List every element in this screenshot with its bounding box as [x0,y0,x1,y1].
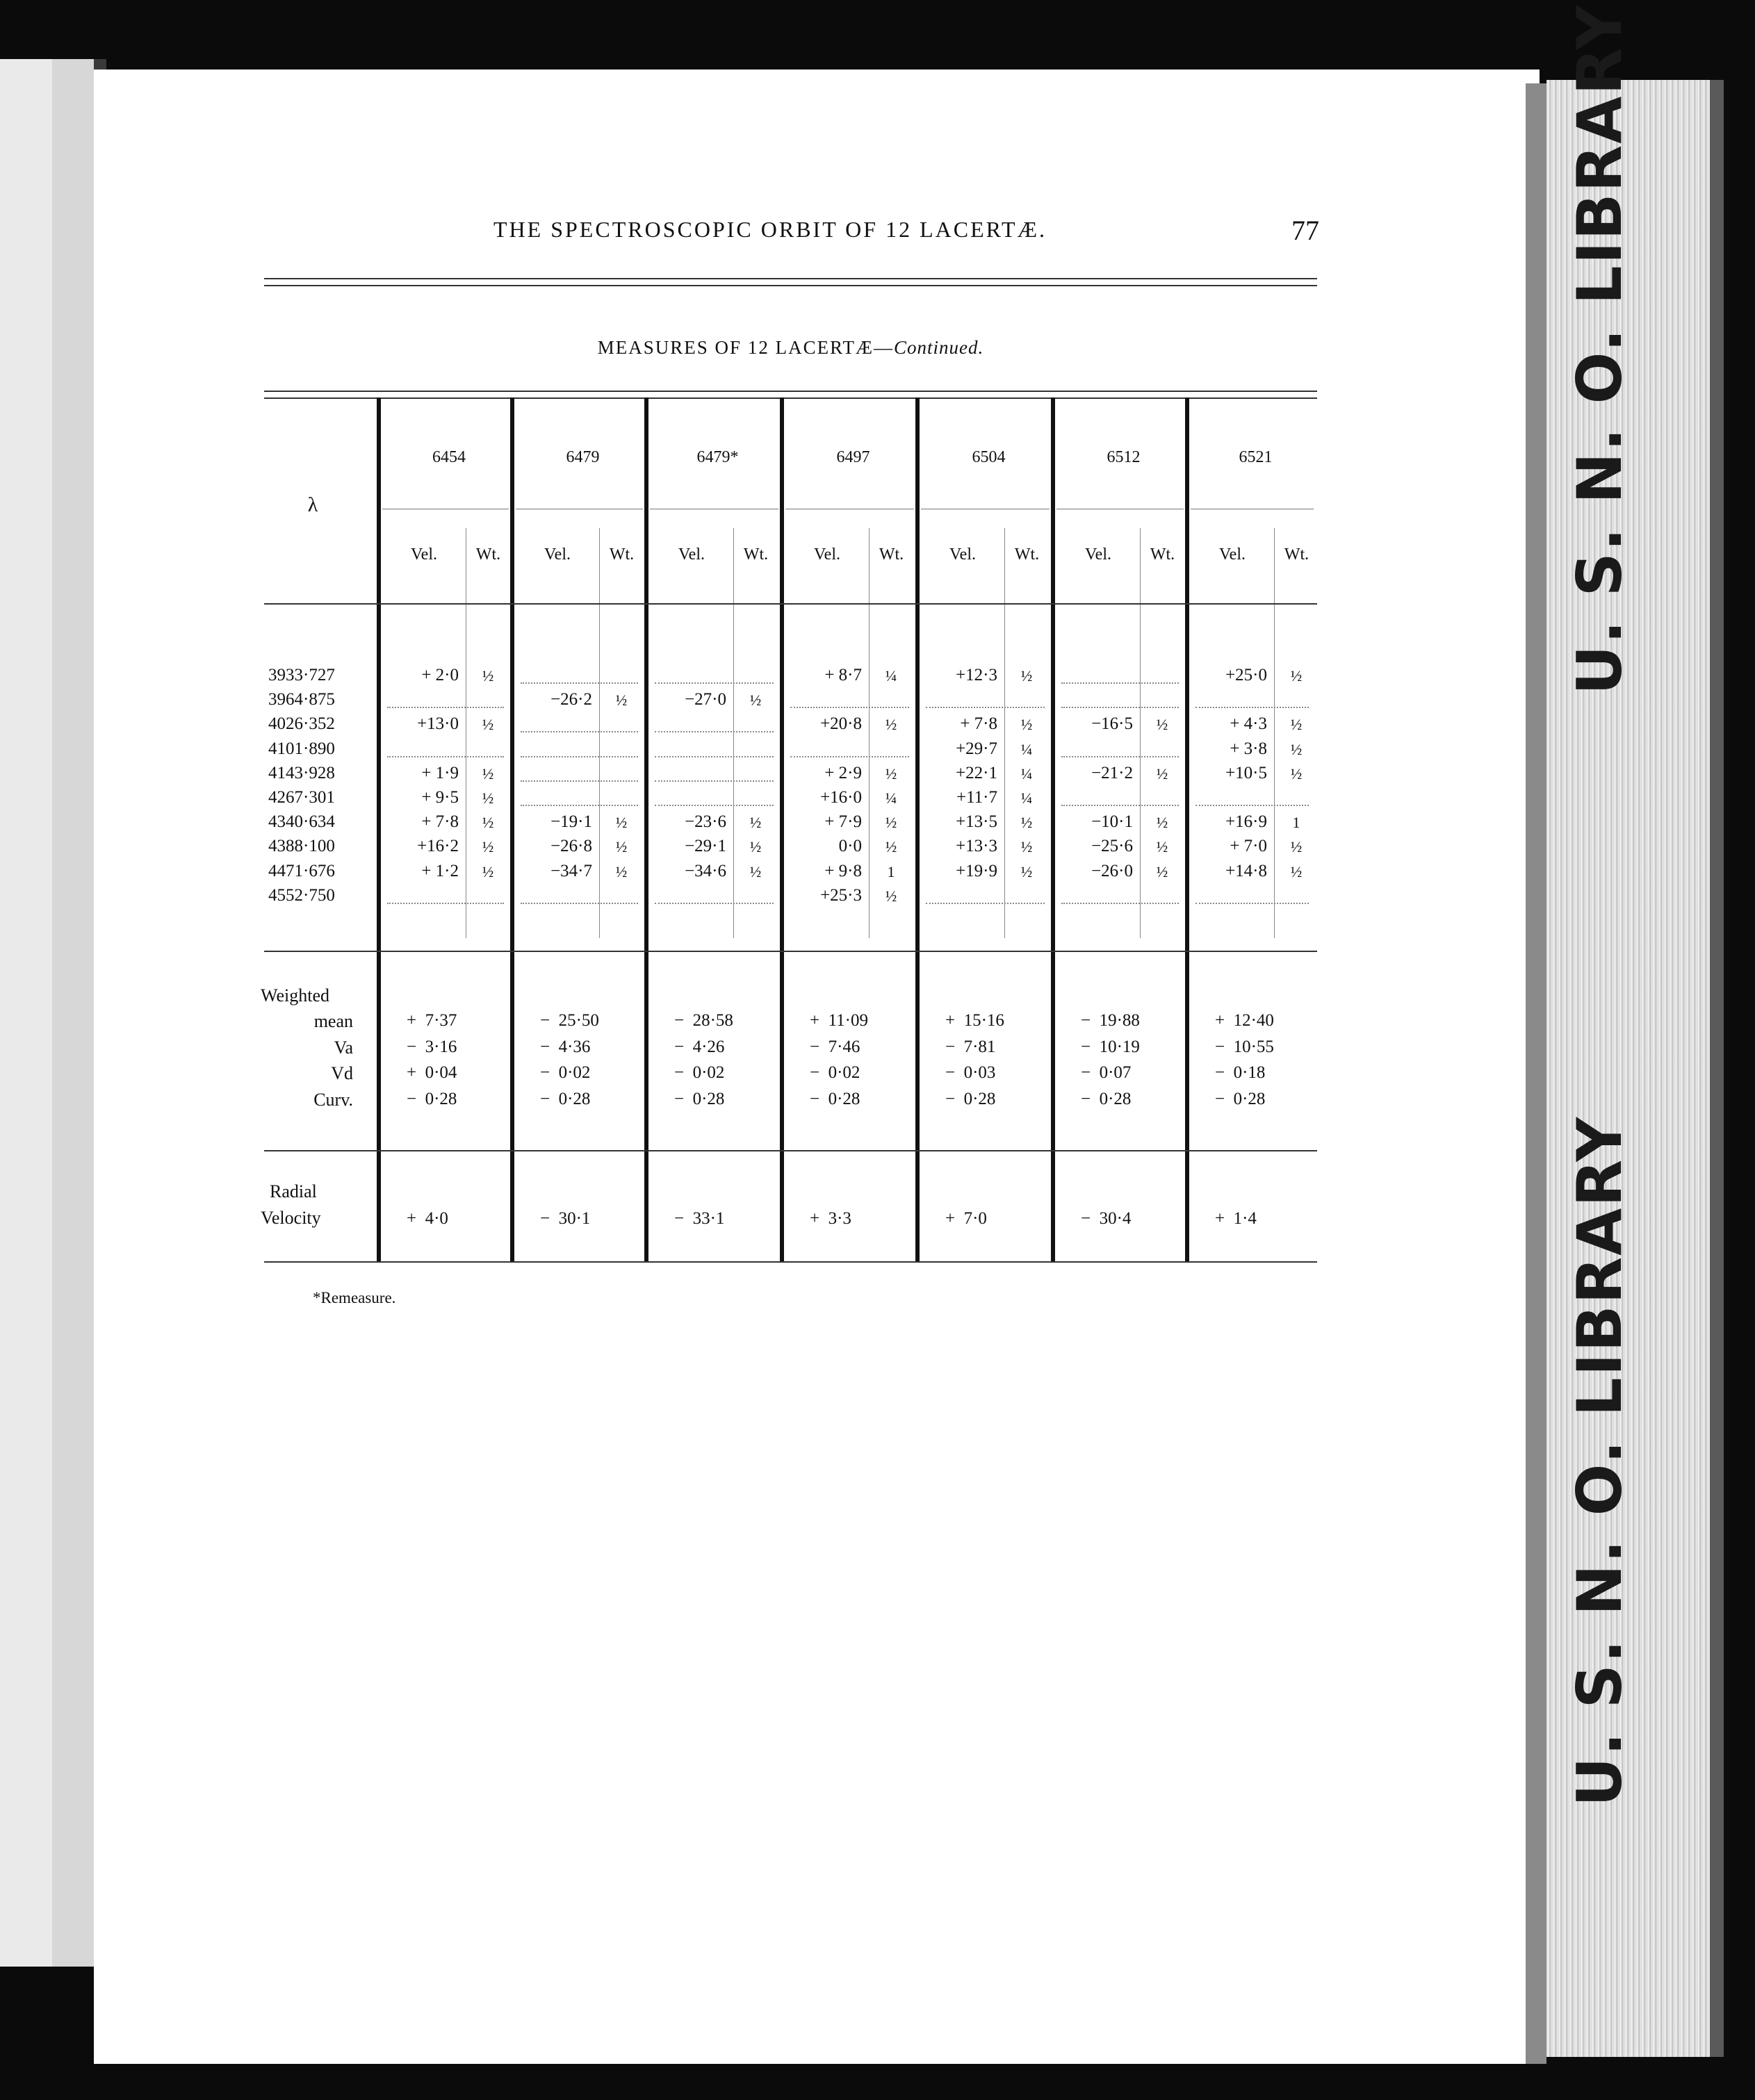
wt-header: Wt. [475,545,501,564]
va-value: − 7·46 [810,1037,860,1056]
vd-value: + 0·04 [407,1063,457,1082]
summary-label: Weighted [261,985,329,1006]
weight-value: ½ [1290,667,1303,684]
velocity-value: +16·9 [1225,812,1267,832]
velocity-value: +22·1 [956,763,997,782]
empty-dots [1061,903,1179,904]
running-title: THE SPECTROSCOPIC ORBIT OF 12 LACERTÆ. [493,217,1047,242]
weighted-mean-value: − 19·88 [1081,1011,1140,1030]
weight-value: ½ [1020,814,1033,832]
weight-value: ½ [1020,716,1033,734]
plate-number: 6479* [696,448,739,466]
empty-dots [655,682,774,684]
vel-header: Vel. [949,545,976,564]
header-rule [264,278,1317,279]
weight-value: ½ [885,838,897,856]
header-bottom-rule [264,603,1317,605]
empty-dots [655,731,774,732]
weight-value: ½ [615,838,628,856]
velocity-value: +19·9 [956,861,997,880]
velocity-value: + 4·3 [1230,714,1267,734]
curv-value: − 0·28 [407,1090,457,1108]
library-stamp: U. S. N. O. LIBRARY [1564,1115,1635,1807]
summary-label: mean [313,1011,353,1031]
velocity-value: + 2·9 [824,763,862,782]
weight-value: ½ [749,814,762,832]
lambda-header: λ [307,493,318,516]
vel-header: Vel. [1085,545,1111,564]
empty-dots [655,805,774,806]
radial-velocity-value: + 4·0 [407,1209,448,1228]
weight-value: ½ [1156,716,1168,734]
velocity-value: 0·0 [838,837,862,856]
empty-dots [1195,805,1309,806]
velocity-value: −23·6 [685,812,726,832]
wt-header: Wt. [1284,545,1309,564]
vd-value: − 0·02 [540,1063,591,1082]
summary-bottom-rule [264,1150,1317,1151]
empty-dots [790,756,909,757]
weight-value: ¼ [885,789,897,807]
radial-velocity-value: − 30·1 [540,1209,591,1228]
summary-label: Va [334,1037,353,1058]
radial-velocity-value: + 3·3 [810,1209,851,1228]
velocity-value: −34·7 [550,861,592,880]
velocity-value: +25·0 [1225,666,1267,684]
subcolumn-divider [1274,528,1275,938]
wavelength-label: 4471·676 [268,861,335,880]
column-divider [510,397,514,1261]
plate-number: 6504 [972,448,1006,466]
weight-value: ¼ [1020,764,1033,782]
velocity-value: +13·3 [956,837,997,856]
va-value: − 4·36 [540,1037,591,1056]
empty-dots [521,903,638,904]
page-number: 77 [1291,215,1319,246]
weight-value: 1 [1292,814,1300,832]
wavelength-label: 4340·634 [268,812,335,832]
radial-velocity-value: + 1·4 [1215,1209,1257,1228]
curv-value: − 0·28 [674,1090,725,1108]
empty-dots [926,903,1045,904]
empty-dots [655,903,774,904]
subcolumn-divider [869,528,870,938]
velocity-value: + 7·0 [1230,837,1267,856]
empty-dots [1061,756,1179,757]
velocity-value: −29·1 [685,837,726,856]
weighted-mean-value: + 12·40 [1215,1011,1274,1030]
weight-value: ¼ [885,667,897,684]
weight-value: ½ [615,814,628,832]
velocity-value: + 3·8 [1230,739,1267,758]
vd-value: − 0·07 [1081,1063,1132,1082]
adjacent-page [0,59,106,1967]
velocity-value: −26·0 [1091,861,1133,880]
weighted-mean-value: + 15·16 [945,1011,1004,1030]
wavelength-label: 4388·100 [268,837,335,856]
velocity-value: + 1·9 [421,763,459,782]
subcolumn-divider [1140,528,1141,938]
weight-value: ½ [482,716,494,734]
column-divider [644,397,648,1261]
wavelength-label: 4143·928 [268,763,335,782]
empty-dots [1061,682,1179,684]
velocity-value: −25·6 [1091,837,1133,856]
velocity-value: −16·5 [1091,714,1133,734]
empty-dots [521,731,638,732]
weight-value: ½ [1156,764,1168,782]
table-top-rule [264,391,1317,392]
velocity-value: +11·7 [956,788,997,807]
velocity-value: + 9·8 [824,861,862,880]
weight-value: ½ [1290,740,1303,758]
page-shadow [1526,83,1546,2064]
weighted-mean-value: + 7·37 [407,1011,457,1030]
vel-header: Vel. [678,545,705,564]
empty-dots [1061,805,1179,806]
weight-value: ½ [749,862,762,880]
weight-value: ½ [885,887,897,905]
empty-dots [926,707,1045,708]
header-rule [264,285,1317,286]
curv-value: − 0·28 [945,1090,996,1108]
empty-dots [1195,903,1309,904]
velocity-value: −21·2 [1091,763,1133,782]
column-divider [377,397,381,1261]
radial-velocity-value: − 30·4 [1081,1209,1132,1228]
velocity-value: +13·0 [417,714,459,734]
weight-value: ½ [749,691,762,709]
velocity-value: + 8·7 [824,666,862,684]
weight-value: ½ [1156,838,1168,856]
velocity-value: +13·5 [956,812,997,832]
empty-dots [521,756,638,757]
subcolumn-divider [599,528,600,938]
weight-value: ½ [1290,862,1303,880]
weight-value: ½ [1020,862,1033,880]
plate-number: 6454 [432,448,466,466]
curv-value: − 0·28 [810,1090,860,1108]
velocity-value: + 2·0 [421,666,459,684]
velocity-value: +12·3 [956,666,997,684]
empty-dots [387,903,504,904]
wavelength-label: 3964·875 [268,690,335,709]
empty-dots [521,780,638,782]
wavelength-label: 4552·750 [268,885,335,905]
radial-velocity-value: − 33·1 [674,1209,725,1228]
velocity-value: +16·0 [820,788,862,807]
radial-label: Radial [270,1181,317,1201]
empty-dots [387,756,504,757]
weight-value: ½ [482,667,494,684]
va-value: − 7·81 [945,1037,996,1056]
wt-header: Wt. [1150,545,1175,564]
table-title: MEASURES OF 12 LACERTÆ—Continued. [597,337,984,358]
velocity-value: +20·8 [820,714,862,734]
vel-header: Vel. [814,545,840,564]
weight-value: ¼ [1020,740,1033,758]
velocity-value: +10·5 [1225,763,1267,782]
weight-value: ½ [1156,814,1168,832]
weight-value: ½ [615,691,628,709]
weight-value: ½ [1156,862,1168,880]
column-divider [1051,397,1055,1261]
velocity-value: + 1·2 [421,861,459,880]
wavelength-label: 4026·352 [268,714,335,734]
weight-value: ½ [885,764,897,782]
weight-value: 1 [887,862,895,880]
velocity-value: −34·6 [685,861,726,880]
vd-value: − 0·02 [810,1063,860,1082]
weight-value: ½ [1290,716,1303,734]
velocity-value: +16·2 [417,837,459,856]
wt-header: Wt. [743,545,769,564]
subcolumn-divider [1004,528,1005,938]
velocity-value: −27·0 [685,690,726,709]
summary-label: Vd [331,1063,353,1083]
empty-dots [521,682,638,684]
wt-header: Wt. [1014,545,1040,564]
va-value: − 10·19 [1081,1037,1140,1056]
weighted-mean-value: − 28·58 [674,1011,733,1030]
column-divider [915,397,920,1261]
va-value: − 10·55 [1215,1037,1274,1056]
weight-value: ½ [1290,838,1303,856]
velocity-value: −10·1 [1091,812,1133,832]
weight-value: ½ [885,716,897,734]
curv-value: − 0·28 [1215,1090,1266,1108]
vd-value: − 0·02 [674,1063,725,1082]
vel-header: Vel. [1219,545,1246,564]
velocity-value: −26·2 [550,690,592,709]
plate-number: 6497 [836,448,870,466]
velocity-value: + 7·9 [824,812,862,832]
va-value: − 4·26 [674,1037,725,1056]
velocity-value: −19·1 [550,812,592,832]
wavelength-label: 4101·890 [268,739,335,758]
empty-dots [1061,707,1179,708]
radial-label: Velocity [261,1208,321,1228]
weight-value: ½ [749,838,762,856]
weight-value: ½ [615,862,628,880]
radial-velocity-value: + 7·0 [945,1209,987,1228]
subcolumn-divider [733,528,734,938]
velocity-value: + 7·8 [960,714,997,734]
weight-value: ½ [885,814,897,832]
vd-value: − 0·18 [1215,1063,1266,1082]
weight-value: ½ [482,862,494,880]
empty-dots [1195,707,1309,708]
weighted-mean-value: − 25·50 [540,1011,599,1030]
weight-value: ½ [482,814,494,832]
vel-header: Vel. [544,545,571,564]
velocity-value: +29·7 [956,739,997,758]
weight-value: ½ [482,789,494,807]
summary-label: Curv. [313,1090,353,1110]
empty-dots [655,756,774,757]
weight-value: ½ [482,764,494,782]
vel-header: Vel. [411,545,437,564]
curv-value: − 0·28 [540,1090,591,1108]
weight-value: ½ [1290,764,1303,782]
velocity-value: −26·8 [550,837,592,856]
footnote: *Remeasure. [313,1289,396,1306]
wt-header: Wt. [879,545,904,564]
weight-value: ½ [1020,838,1033,856]
weight-value: ½ [482,838,494,856]
plate-number: 6512 [1107,448,1141,466]
velocity-value: + 9·5 [421,788,459,807]
velocity-value: + 7·8 [421,812,459,832]
library-stamp: U. S. N. O. LIBRARY [1564,3,1635,695]
empty-dots [790,707,909,708]
column-divider [1185,397,1189,1261]
measures-bottom-rule [264,951,1317,952]
empty-dots [521,805,638,806]
plate-number: 6479 [566,448,600,466]
weight-value: ½ [1020,667,1033,684]
vd-value: − 0·03 [945,1063,996,1082]
weighted-mean-value: + 11·09 [810,1011,868,1030]
curv-value: − 0·28 [1081,1090,1132,1108]
va-value: − 3·16 [407,1037,457,1056]
plate-number: 6521 [1239,448,1273,466]
table-top-rule [264,397,1317,399]
wt-header: Wt. [609,545,635,564]
velocity-value: +25·3 [820,885,862,905]
empty-dots [387,707,504,708]
wavelength-label: 4267·301 [268,788,335,807]
velocity-value: +14·8 [1225,861,1267,880]
wavelength-label: 3933·727 [268,666,335,684]
column-divider [780,397,784,1261]
weight-value: ¼ [1020,789,1033,807]
table-bottom-rule [264,1261,1317,1263]
empty-dots [655,780,774,782]
